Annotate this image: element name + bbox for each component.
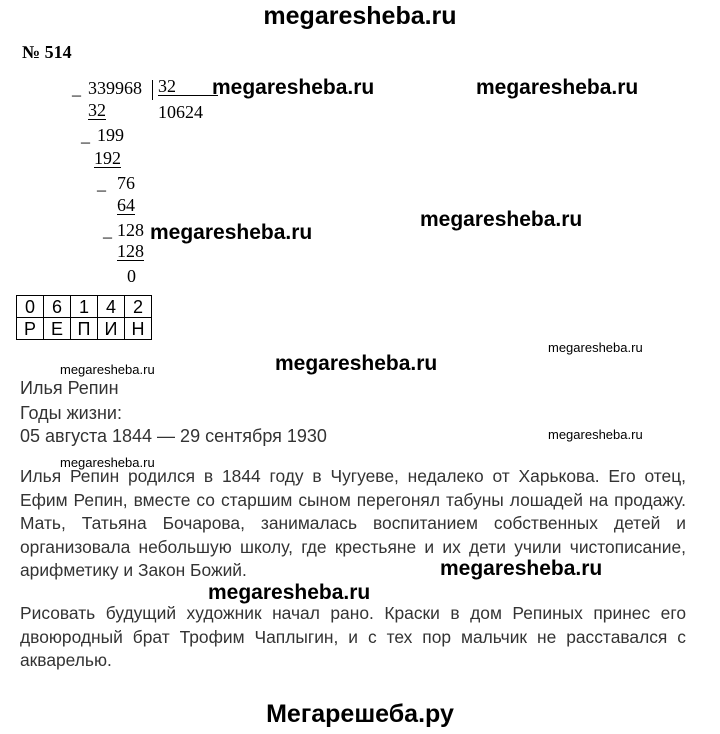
task-number: № 514: [22, 42, 72, 62]
step-remainder: 199: [97, 125, 124, 145]
step-subtrahend: 64: [117, 195, 135, 215]
cipher-letter: Н: [125, 318, 152, 340]
cipher-digit: 0: [17, 296, 44, 318]
footer-title: Мегарешеба.ру: [266, 700, 454, 728]
watermark: megaresheba.ru: [440, 557, 603, 580]
watermark: megaresheba.ru: [60, 362, 155, 377]
watermark: megaresheba.ru: [275, 352, 438, 375]
division-bar: [152, 80, 153, 100]
final-remainder: 0: [127, 266, 136, 286]
cipher-letters-row: [17, 318, 152, 340]
person-name: Илья Репин: [20, 378, 119, 398]
paragraph: Рисовать будущий художник начал рано. Краски в дом Репиных принес его двоюродный брат Трофим Чаплыгин, и с тех пор мальчик не расставался с акварелью.: [20, 603, 686, 670]
step-remainder: 128: [117, 220, 144, 240]
cipher-letter: Е: [44, 318, 71, 340]
site-title: megaresheba.ru: [263, 2, 457, 30]
watermark: megaresheba.ru: [548, 340, 643, 355]
years-value: 05 августа 1844 — 29 сентября 1930: [20, 426, 327, 446]
watermark: megaresheba.ru: [150, 221, 313, 244]
step-subtrahend: 128: [117, 241, 144, 261]
watermark: megaresheba.ru: [212, 76, 375, 99]
minus-sign: _: [72, 78, 81, 98]
watermark: megaresheba.ru: [476, 76, 639, 99]
cipher-digit: 6: [44, 296, 71, 318]
cipher-letter: П: [71, 318, 98, 340]
watermark: megaresheba.ru: [420, 208, 583, 231]
cipher-digit: 4: [98, 296, 125, 318]
watermark: megaresheba.ru: [60, 455, 155, 470]
step-remainder: 76: [117, 173, 135, 193]
minus-sign: _: [81, 125, 90, 145]
cipher-letter: Р: [17, 318, 44, 340]
years-label: Годы жизни:: [20, 403, 122, 423]
minus-sign: _: [97, 173, 106, 193]
paragraph: Илья Репин родился в 1844 году в Чугуеве, недалеко от Харькова. Его отец, Ефим Репин, вместе со старшим сыном перегонял табуны лошадей на продажу. Мать, Татьяна Бочарова, занималась воспитанием собственных детей и организовала небольшую школу, где крестьяне и их дети учили чистописание, арифметику и Закон Божий.: [20, 466, 686, 580]
step-subtrahend: 32: [88, 100, 106, 120]
divisor: 32: [158, 78, 218, 96]
cipher-digits-row: [17, 296, 152, 318]
step-subtrahend: 192: [94, 148, 121, 168]
cipher-digit: 1: [71, 296, 98, 318]
dividend: 339968: [88, 78, 142, 98]
cipher-table: [16, 295, 152, 340]
watermark: megaresheba.ru: [548, 427, 643, 442]
cipher-letter: И: [98, 318, 125, 340]
minus-sign: _: [103, 220, 112, 240]
watermark: megaresheba.ru: [208, 581, 371, 604]
quotient: 10624: [158, 102, 203, 122]
cipher-digit: 2: [125, 296, 152, 318]
